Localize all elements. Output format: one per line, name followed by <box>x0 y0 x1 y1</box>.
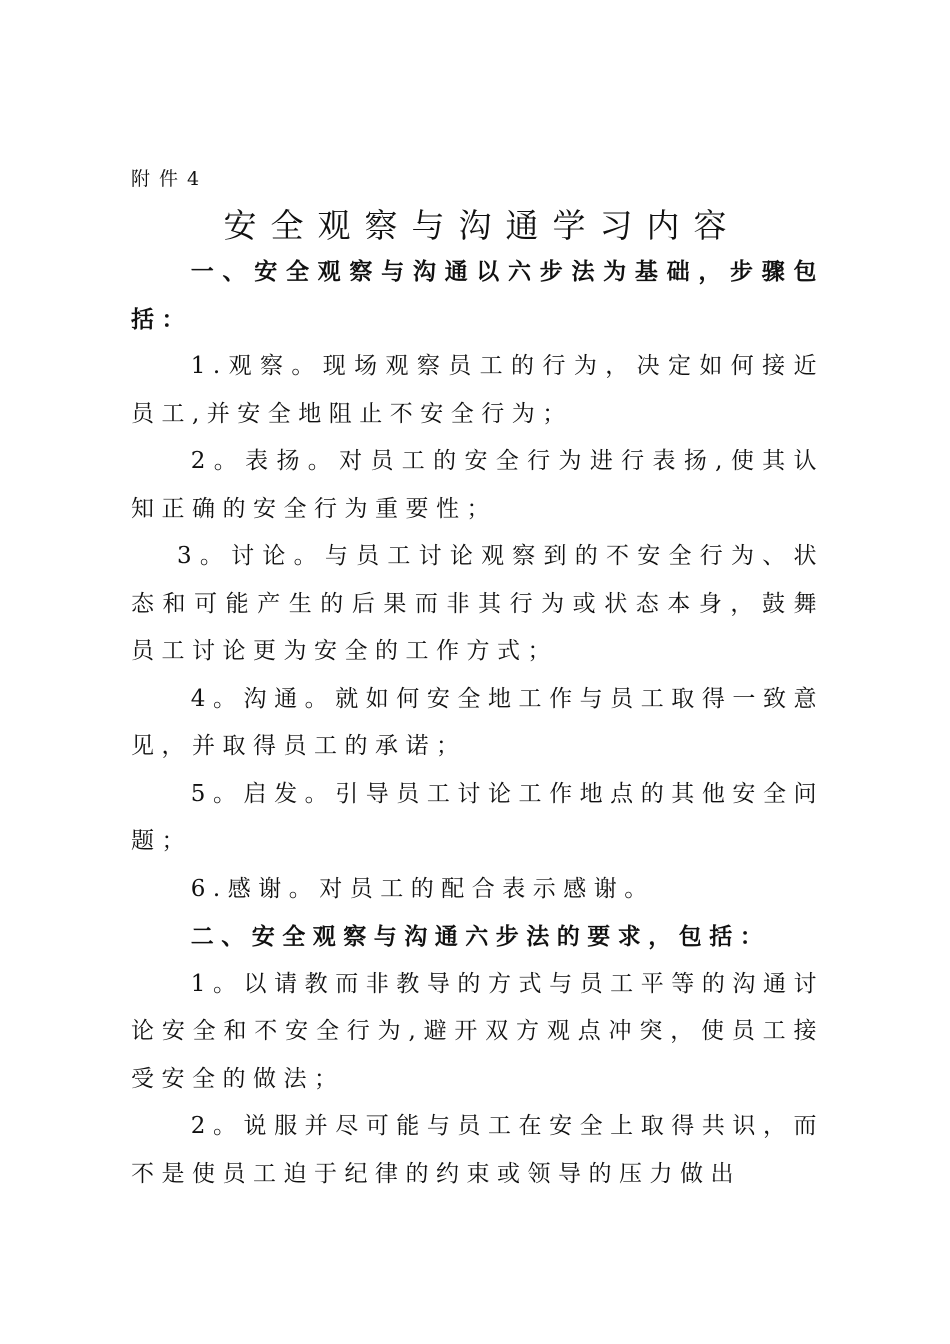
section-1-item-4: 4。沟通。就如何安全地工作与员工取得一致意见，并取得员工的承诺； <box>131 685 824 759</box>
attachment-label: 附件4 <box>131 168 209 190</box>
document-body <box>131 248 824 1198</box>
section-1-item-2: 2。表扬。对员工的安全行为进行表扬,使其认知正确的安全行为重要性； <box>131 448 824 522</box>
section-2-heading: 二、安全观察与沟通六步法的要求，包括： <box>190 923 771 950</box>
section-2-item-2: 2。说服并尽可能与员工在安全上取得共识，而不是使员工迫于纪律的约束或领导的压力做出 <box>131 1113 824 1187</box>
document-title: 安全观察与沟通学习内容 <box>223 206 741 245</box>
section-1-item-3: 3。讨论。与员工讨论观察到的不安全行为、状态和可能产生的后果而非其行为或状态本身，鼓舞员工讨论更为安全的工作方式； <box>131 543 824 664</box>
section-1-item-1: 1.观察。现场观察员工的行为，决定如何接近员工,并安全地阻止不安全行为； <box>131 353 824 427</box>
section-1-item-6: 6.感谢。对员工的配合表示感谢。 <box>190 875 655 902</box>
section-1-item-5: 5。启发。引导员工讨论工作地点的其他安全问题； <box>131 780 824 854</box>
section-1-heading: 一、安全观察与沟通以六步法为基础，步骤包括： <box>131 258 824 333</box>
section-2-item-1: 1。以请教而非教导的方式与员工平等的沟通讨论安全和不安全行为,避开双方观点冲突，使员工接受安全的做法； <box>131 970 824 1092</box>
